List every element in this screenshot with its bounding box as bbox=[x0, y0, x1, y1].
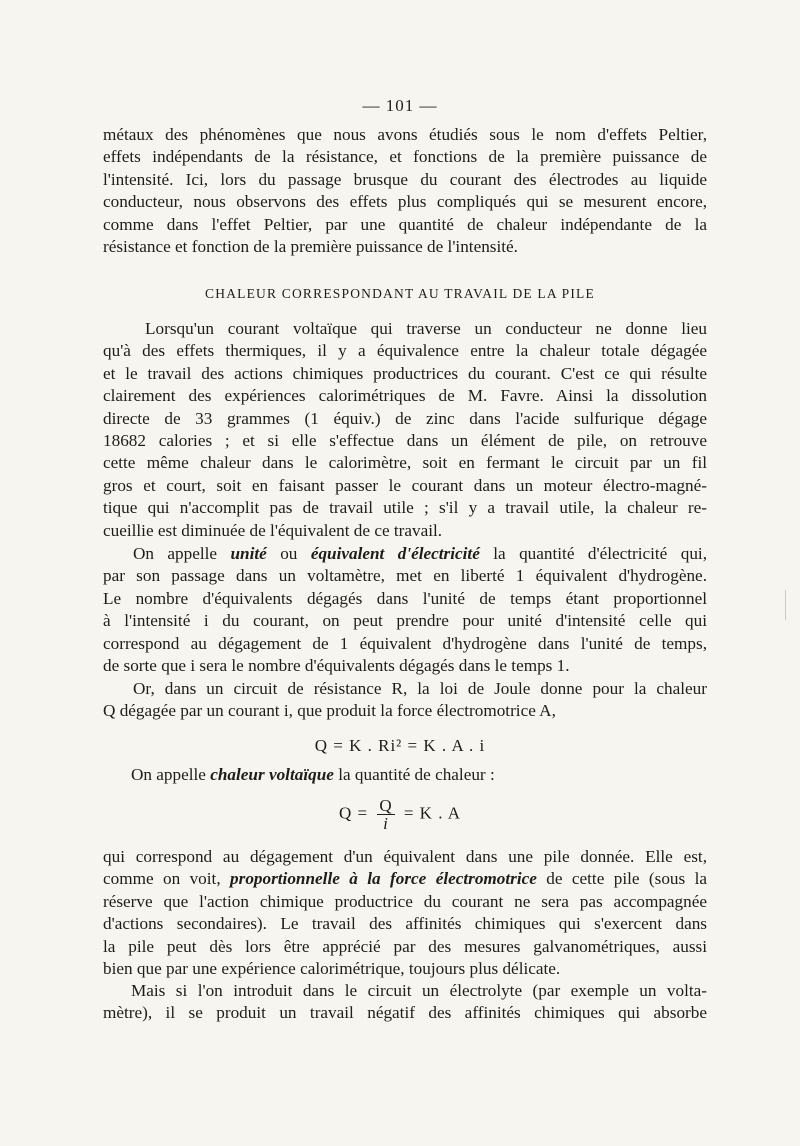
text-line: résistance et fonction de la première puissance de l'intensité. bbox=[103, 237, 518, 257]
text-line: mètre), il se produit un travail négatif des affinités chimiques qui absorbe bbox=[103, 1003, 707, 1023]
emphasis-term: unité bbox=[230, 544, 267, 563]
equation-lhs: Q = bbox=[338, 803, 369, 823]
text-line bbox=[103, 543, 707, 565]
fraction-numerator: Q bbox=[379, 796, 393, 815]
text-line: conducteur, nous observons des effets plus compliqués qui se mesurent encore, bbox=[103, 192, 707, 212]
text-line: qu'à des effets thermiques, il y a équivalence entre la chaleur totale dégagée bbox=[103, 341, 707, 361]
text-line: tique qui n'accomplit pas de travail utile ; s'il y a travail utile, la chaleur re- bbox=[103, 498, 707, 518]
equation-rhs: = K . A bbox=[403, 803, 462, 823]
text-run: comme on voit, bbox=[103, 869, 231, 889]
text-run: la quantité d'électricité qui, bbox=[479, 544, 707, 563]
text-line: la pile peut dès lors être apprécié par des mesures galvanométriques, aussi bbox=[103, 936, 707, 956]
fraction-denominator: i bbox=[383, 814, 389, 833]
text-run: On appelle bbox=[133, 544, 231, 563]
paragraph-2 bbox=[103, 318, 707, 542]
text-line: l'intensité. Ici, lors du passage brusque du courant des électrodes au liquide bbox=[103, 169, 707, 189]
emphasis-term: équivalent d'électricité bbox=[310, 544, 480, 563]
fraction bbox=[377, 797, 394, 832]
text-line: cueillie est diminuée de l'équivalent de ce travail. bbox=[103, 520, 443, 540]
emphasis-term: chaleur voltaïque bbox=[210, 765, 334, 784]
emphasis-term: proportionnelle à la force électromotrice bbox=[230, 869, 537, 889]
text-line: cette même chaleur dans le calorimètre, soit en fermant le circuit par un fil bbox=[103, 453, 707, 473]
paragraph-5 bbox=[103, 764, 707, 786]
text-line bbox=[103, 764, 707, 786]
text-run: On appelle bbox=[131, 765, 211, 784]
text-line: gros et court, soit en faisant passer le courant dans un moteur électro-magné- bbox=[103, 475, 707, 495]
text-run: ou bbox=[266, 544, 311, 563]
paragraph-1 bbox=[103, 124, 707, 258]
paragraph-6 bbox=[103, 846, 707, 980]
equation-joule: Q = K . Ri² = K . A . i bbox=[314, 736, 486, 755]
text-line: comme dans l'effet Peltier, par une quantité de chaleur indépendante de la bbox=[103, 214, 707, 234]
text-line: clairement des expériences calorimétriques de M. Favre. Ainsi la dissolution bbox=[103, 386, 707, 406]
section-heading: CHALEUR CORRESPONDANT AU TRAVAIL DE LA PILE bbox=[205, 286, 595, 301]
text-line: réserve que l'action chimique productrice du courant ne sera pas accompagnée bbox=[103, 891, 707, 911]
text-line: Mais si l'on introduit dans le circuit un électrolyte (par exemple un volta- bbox=[131, 981, 707, 1000]
text-line: et le travail des actions chimiques productrices du courant. C'est ce qui résulte bbox=[103, 363, 707, 383]
text-line: directe de 33 grammes (1 équiv.) de zinc dans l'acide sulfurique dégage bbox=[103, 408, 707, 428]
text-line: d'actions secondaires). Le travail des affinités chimiques qui s'exercent dans bbox=[103, 914, 707, 934]
equation-voltaic-heat bbox=[0, 797, 800, 832]
text-line: 18682 calories ; et si elle s'effectue dans un élément de pile, on retrouve bbox=[103, 431, 707, 451]
text-line: effets indépendants de la résistance, et fonctions de la première puissance de bbox=[103, 147, 707, 167]
text-line: par son passage dans un voltamètre, met en liberté 1 équivalent d'hydrogène. bbox=[103, 566, 707, 586]
paragraph-7 bbox=[103, 980, 707, 1025]
paragraph-4 bbox=[103, 678, 707, 723]
page-number: — 101 — bbox=[362, 96, 438, 115]
text-line: correspond au dégagement de 1 équivalent d'hydrogène dans l'unité de temps, bbox=[103, 633, 707, 653]
text-run: de cette pile (sous la bbox=[536, 869, 708, 889]
text-line: qui correspond au dégagement d'un équivalent dans une pile donnée. Elle est, bbox=[103, 847, 707, 866]
text-run: la quantité de chaleur : bbox=[333, 765, 495, 784]
text-line: métaux des phénomènes que nous avons étudiés sous le nom d'effets Peltier, bbox=[103, 125, 707, 144]
text-line: Le nombre d'équivalents dégagés dans l'unité de temps étant proportionnel bbox=[103, 588, 707, 608]
text-line: Or, dans un circuit de résistance R, la loi de Joule donne pour la chaleur bbox=[133, 679, 707, 698]
text-line: de sorte que i sera le nombre d'équivalents dégagés dans le temps 1. bbox=[103, 656, 570, 676]
text-line: bien que par une expérience calorimétrique, toujours plus délicate. bbox=[103, 959, 561, 979]
text-line: Lorsqu'un courant voltaïque qui traverse un conducteur ne donne lieu bbox=[145, 319, 707, 338]
margin-mark bbox=[785, 590, 786, 620]
text-line: à l'intensité i du courant, on peut prendre pour unité d'intensité celle qui bbox=[103, 611, 707, 631]
text-line bbox=[103, 868, 707, 890]
text-line: Q dégagée par un courant i, que produit la force électromotrice A, bbox=[103, 701, 556, 721]
paragraph-3 bbox=[103, 543, 707, 677]
